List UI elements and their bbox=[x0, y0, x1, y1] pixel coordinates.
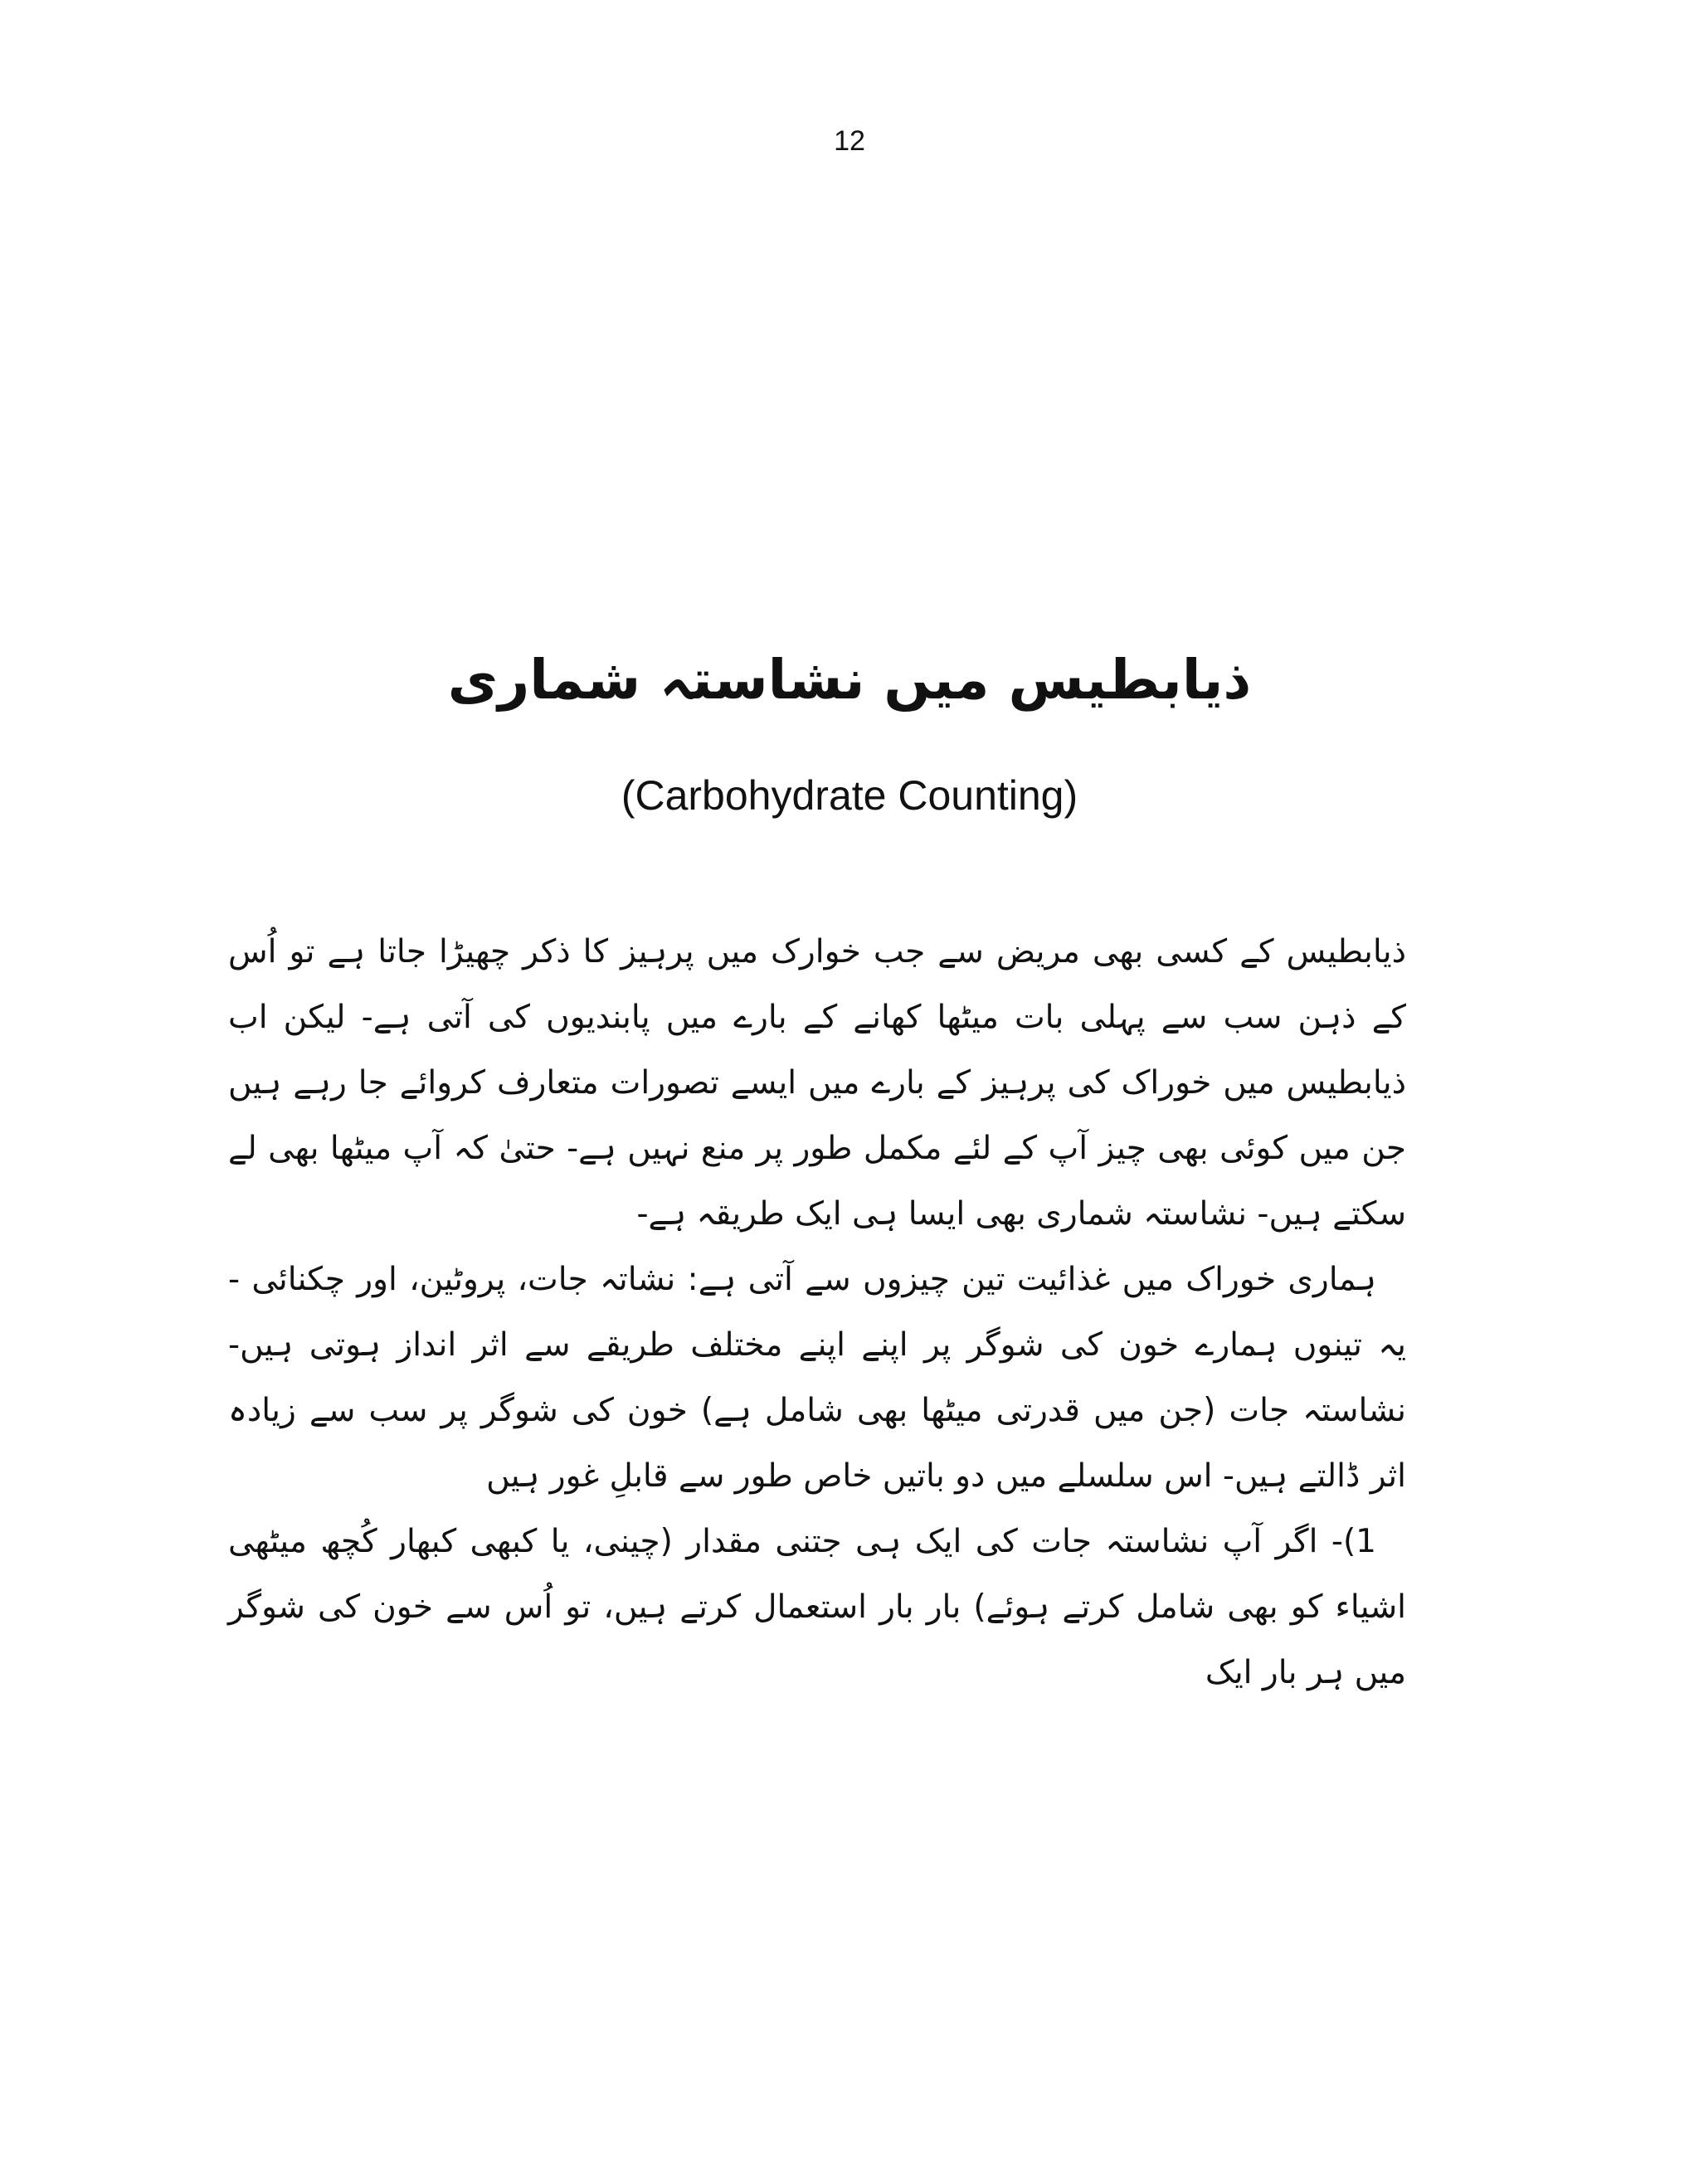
paragraph-point-one: 1)- اگر آپ نشاستہ جات کی ایک ہی جتنی مقدار (چینی، یا کبھی کبھار کُچھ میٹھی اشیاء کو بھی شامل کرتے ہوئے) بار بار استعمال کرتے ہیں، تو اُس سے خون کی شوگر میں ہر بار ایک bbox=[228, 1523, 1406, 1691]
page-subtitle: (Carbohydrate Counting) bbox=[621, 772, 1078, 819]
page-number: 12 bbox=[834, 125, 865, 157]
page-title: ذیابطیس میں نشاستہ شماری bbox=[447, 648, 1252, 712]
body-text bbox=[228, 919, 1406, 1705]
paragraph-intro: ذیابطیس کے کسی بھی مریض سے جب خوارک میں پرہیز کا ذکر چھیڑا جاتا ہے تو اُس کے ذہن سب سے پہلی بات میٹھا کھانے کے بارے میں پابندیوں کی آتی ہے- لیکن اب ذیابطیس میں خوراک کی پرہیز کے بارے میں ایسے تصورات متعارف کروائے جا رہے ہیں جن میں کوئی بھی چیز آپ کے لئے مکمل طور پر منع نہیں ہے- حتیٰ کہ آپ میٹھا بھی لے سکتے ہیں- نشاستہ شماری بھی ایسا ہی ایک طریقہ ہے- bbox=[228, 933, 1406, 1233]
paragraph-nutrients: ہماری خوراک میں غذائیت تین چیزوں سے آتی ہے: نشاتہ جات، پروٹین، اور چکنائی - یہ تینوں ہمارے خون کی شوگر پر اپنے اپنے مختلف طریقے سے اثر انداز ہوتی ہیں- نشاستہ جات (جن میں قدرتی میٹھا بھی شامل ہے) خون کی شوگر پر سب سے زیادہ اثر ڈالتے ہیں- اس سلسلے میں دو باتیں خاص طور سے قابلِ غور ہیں bbox=[228, 1261, 1406, 1495]
